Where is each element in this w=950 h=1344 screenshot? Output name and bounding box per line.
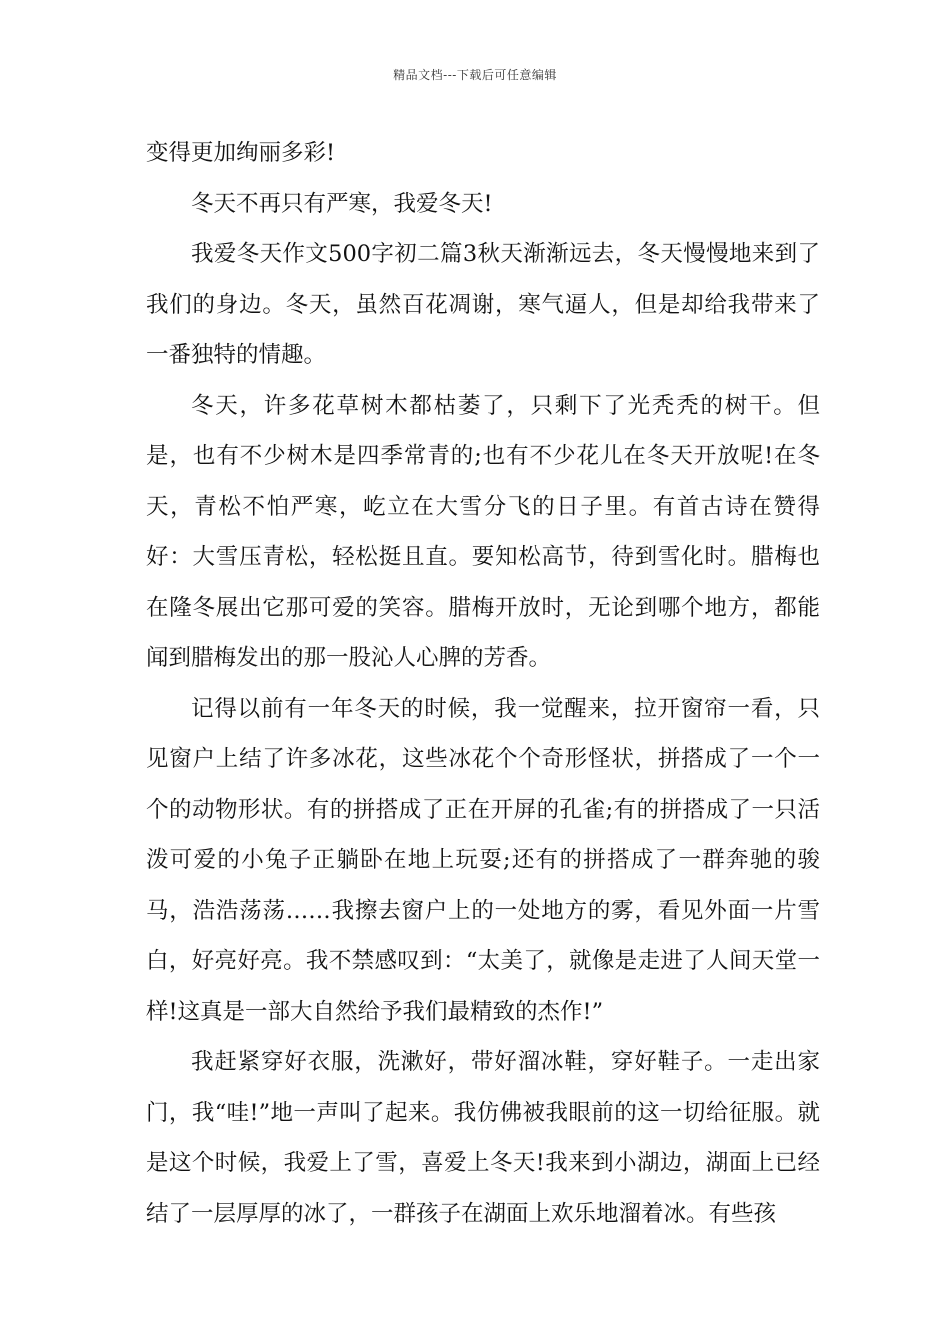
paragraph: 我赶紧穿好衣服，洗漱好，带好溜冰鞋，穿好鞋子。一走出家门，我“哇!”地一声叫了起来。我仿佛被我眼前的这一切给征服。就是这个时候，我爱上了雪，喜爱上冬天!我来到小湖边，湖面上已经结了一层厚厚的冰了，一群孩子在湖面上欢乐地溜着冰。有些孩 (146, 1049, 820, 1227)
paragraph: 冬天不再只有严寒，我爱冬天! (191, 190, 493, 217)
paragraph: 变得更加绚丽多彩! (146, 140, 336, 166)
page-header: 精品文档---下载后可任意编辑 (393, 68, 557, 82)
paragraph: 冬天，许多花草树木都枯萎了，只剩下了光秃秃的树干。但是，也有不少树木是四季常青的;也有不少花儿在冬天开放呢!在冬天，青松不怕严寒，屹立在大雪分飞的日子里。有首古诗在赞得好：大雪压青松，轻松挺且直。要知松高节，待到雪化时。腊梅也在隆冬展出它那可爱的笑容。腊梅开放时，无论到哪个地方，都能闻到腊梅发出的那一股沁人心脾的芳香。 (146, 392, 820, 671)
document-body (146, 128, 820, 1239)
paragraph: 我爱冬天作文500字初二篇3秋天渐渐远去，冬天慢慢地来到了我们的身边。冬天，虽然百花凋谢，寒气逼人，但是却给我带来了一番独特的情趣。 (146, 241, 820, 368)
paragraph: 记得以前有一年冬天的时候，我一觉醒来，拉开窗帘一看，只见窗户上结了许多冰花，这些冰花个个奇形怪状，拼搭成了一个一个的动物形状。有的拼搭成了正在开屏的孔雀;有的拼搭成了一只活泼可爱的小兔子正躺卧在地上玩耍;还有的拼搭成了一群奔驰的骏马，浩浩荡荡……我擦去窗户上的一处地方的雾，看见外面一片雪白，好亮好亮。我不禁感叹到：“太美了，就像是走进了人间天堂一样!这真是一部大自然给予我们最精致的杰作!” (146, 695, 820, 1025)
